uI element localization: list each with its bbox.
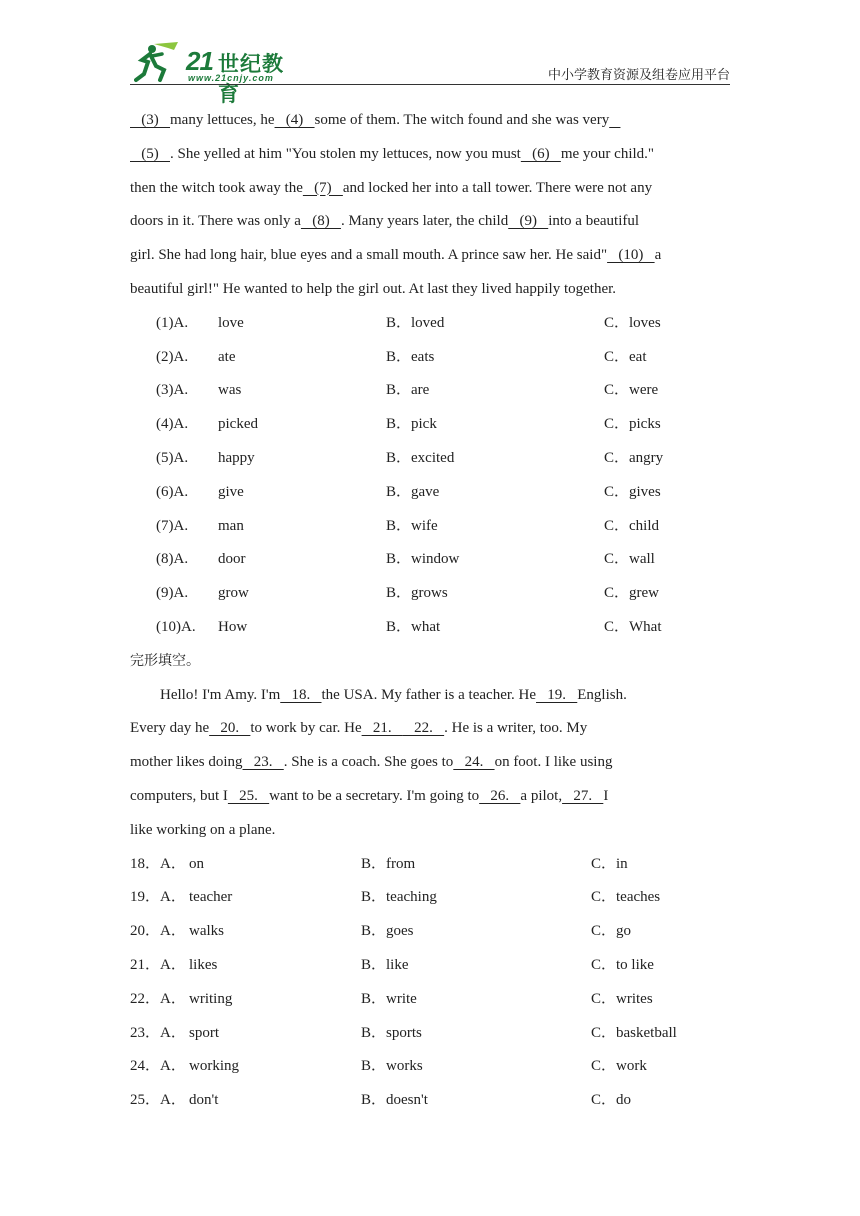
blank-7: (7) xyxy=(302,179,343,196)
text: I xyxy=(603,787,609,804)
option-b: B．grows xyxy=(386,585,448,602)
passage-1-line-5 xyxy=(130,239,730,273)
option-a: ate xyxy=(218,348,236,365)
question-row xyxy=(130,848,730,882)
blank-27: 27. xyxy=(562,787,604,804)
option-b: B．sports xyxy=(361,1024,422,1041)
option-a: teacher xyxy=(189,889,233,906)
question-number: (1)A. xyxy=(156,314,189,331)
text: . She yelled at him "You stolen my lettuces, now you must xyxy=(170,145,521,162)
option-c: C．go xyxy=(591,923,632,940)
option-b: B．eats xyxy=(386,348,435,365)
option-c: C．basketball xyxy=(591,1024,677,1041)
question-row xyxy=(130,341,730,375)
option-c: C．What xyxy=(604,618,662,635)
text: the USA. My father is a teacher. He xyxy=(321,686,537,703)
passage-1-line-6: beautiful girl!" He wanted to help the girl out. At last they lived happily together. xyxy=(130,280,617,297)
question-number: (2)A. xyxy=(156,348,189,365)
text: doors in it. There was only a xyxy=(130,213,301,230)
question-row xyxy=(130,1050,730,1084)
passage-1-line-3 xyxy=(130,172,730,206)
question-number: (4)A. xyxy=(156,416,189,433)
blank-21: 21. xyxy=(361,720,403,737)
option-a: working xyxy=(189,1058,239,1075)
question-row xyxy=(130,915,730,949)
question-row xyxy=(130,543,730,577)
blank-18: 18. xyxy=(280,686,322,703)
option-c: C．teaches xyxy=(591,889,661,906)
option-c: C．gives xyxy=(604,483,661,500)
text: English. xyxy=(577,686,627,703)
question-number: 18．A． xyxy=(130,855,186,872)
blank-8: (8) xyxy=(300,213,341,230)
option-a: sport xyxy=(189,1024,219,1041)
text: . She is a coach. She goes to xyxy=(283,754,454,771)
text: and locked her into a tall tower. There were not any xyxy=(342,179,653,196)
option-c: C．angry xyxy=(604,449,664,466)
option-c: C．work xyxy=(591,1058,647,1075)
text: into a beautiful xyxy=(548,213,640,230)
text: Every day he xyxy=(130,720,210,737)
option-a: door xyxy=(218,551,246,568)
option-c: C．picks xyxy=(604,416,661,433)
option-c: C．child xyxy=(604,517,659,534)
option-a: was xyxy=(218,382,242,399)
passage-2 xyxy=(130,679,730,848)
text: want to be a secretary. I'm going to xyxy=(269,787,480,804)
logo-url: www.21cnjy.com xyxy=(188,73,274,83)
option-b: B．write xyxy=(361,990,417,1007)
text: to work by car. He xyxy=(250,720,362,737)
option-c: C．to like xyxy=(591,956,654,973)
question-row xyxy=(130,1084,730,1118)
option-a: love xyxy=(218,314,244,331)
blank-3: (3) xyxy=(130,112,170,128)
passage-2-line-1 xyxy=(130,679,730,713)
question-list-1 xyxy=(130,307,730,645)
text: . He is a writer, too. My xyxy=(444,720,588,737)
blank-19: 19. xyxy=(536,686,578,703)
question-number: (8)A. xyxy=(156,551,189,568)
blank-trailing xyxy=(609,112,620,128)
blank-10: (10) xyxy=(607,247,655,264)
option-a: on xyxy=(189,855,204,872)
text: computers, but I xyxy=(130,787,228,804)
option-b: B．are xyxy=(386,382,430,399)
site-logo xyxy=(134,40,304,106)
option-b: B．works xyxy=(361,1058,423,1075)
text: on foot. I like using xyxy=(494,754,613,771)
option-c: C．loves xyxy=(604,314,661,331)
header-divider xyxy=(130,84,730,85)
passage-1-line-2 xyxy=(130,138,730,172)
question-row xyxy=(130,408,730,442)
question-row xyxy=(130,1017,730,1051)
option-a: walks xyxy=(189,923,224,940)
question-number: 21．A． xyxy=(130,956,186,973)
question-number: 24．A． xyxy=(130,1058,186,1075)
text: then the witch took away the xyxy=(130,179,303,196)
blank-25: 25. xyxy=(227,787,270,804)
blank-5: (5) xyxy=(130,145,170,162)
blank-4: (4) xyxy=(274,112,315,128)
question-number: (7)A. xyxy=(156,517,189,534)
blank-9: (9) xyxy=(508,213,549,230)
option-b: B．from xyxy=(361,855,416,872)
option-a: happy xyxy=(218,449,255,466)
option-c: C．do xyxy=(591,1092,632,1109)
question-row xyxy=(130,949,730,983)
option-b: B．excited xyxy=(386,449,455,466)
question-number: 22．A． xyxy=(130,990,186,1007)
document-body xyxy=(130,104,730,1118)
question-row xyxy=(130,983,730,1017)
text: a pilot, xyxy=(520,787,563,804)
option-a: grow xyxy=(218,585,249,602)
passage-2-line-4 xyxy=(130,780,730,814)
blank-26: 26. xyxy=(479,787,521,804)
option-b: B．like xyxy=(361,956,409,973)
question-row xyxy=(130,307,730,341)
option-b: B．teaching xyxy=(361,889,437,906)
option-c: C．writes xyxy=(591,990,653,1007)
passage-2-line-3 xyxy=(130,746,730,780)
passage-1-line-4 xyxy=(130,205,730,239)
question-row xyxy=(130,510,730,544)
text: me your child." xyxy=(560,145,655,162)
option-c: C．were xyxy=(604,382,659,399)
option-b: B．doesn't xyxy=(361,1092,428,1109)
option-a: give xyxy=(218,483,244,500)
text: a xyxy=(654,247,662,264)
logo-number: 21 xyxy=(186,46,213,76)
question-number: (10)A. xyxy=(156,618,196,635)
passage-1-line-1 xyxy=(130,104,730,138)
option-b: B．window xyxy=(386,551,460,568)
text: girl. She had long hair, blue eyes and a small mouth. A prince saw her. He said" xyxy=(130,247,608,264)
question-row xyxy=(130,476,730,510)
blank-23: 23. xyxy=(242,754,284,771)
text: Hello! I'm Amy. I'm xyxy=(160,686,281,703)
blank-6: (6) xyxy=(520,145,561,162)
option-b: B．loved xyxy=(386,314,445,331)
option-c: C．eat xyxy=(604,348,647,365)
option-b: B．pick xyxy=(386,416,437,433)
option-b: B．what xyxy=(386,618,441,635)
text: some of them. The witch found and she was very xyxy=(314,112,610,128)
logo-text: 世纪教育 xyxy=(218,52,284,106)
option-a: picked xyxy=(218,416,258,433)
passage-2-line-2 xyxy=(130,712,730,746)
option-b: B．gave xyxy=(386,483,440,500)
text: many lettuces, he xyxy=(170,112,275,128)
question-number: (5)A. xyxy=(156,449,189,466)
question-number: (3)A. xyxy=(156,382,189,399)
question-number: 19．A． xyxy=(130,889,186,906)
question-number: 25．A． xyxy=(130,1092,186,1109)
option-a: likes xyxy=(189,956,218,973)
platform-name: 中小学教育资源及组卷应用平台 xyxy=(547,68,730,83)
question-number: 20．A． xyxy=(130,923,186,940)
question-row xyxy=(130,374,730,408)
question-row xyxy=(130,611,730,645)
option-a: writing xyxy=(189,990,233,1007)
option-c: C．grew xyxy=(604,585,659,602)
passage-2-line-5: like working on a plane. xyxy=(130,821,276,838)
blank-24: 24. xyxy=(453,754,495,771)
blank-22: 22. xyxy=(402,720,445,737)
question-row xyxy=(130,577,730,611)
option-b: B．goes xyxy=(361,923,414,940)
text: . Many years later, the child xyxy=(340,213,509,230)
question-number: (9)A. xyxy=(156,585,189,602)
question-row xyxy=(130,881,730,915)
question-list-2 xyxy=(130,848,730,1118)
option-c: C．wall xyxy=(604,551,655,568)
page-header xyxy=(130,38,730,106)
runner-icon xyxy=(134,40,190,84)
option-a: don't xyxy=(189,1092,219,1109)
section-title: 完形填空。 xyxy=(130,652,200,669)
option-a: How xyxy=(218,618,248,635)
blank-20: 20. xyxy=(209,720,251,737)
option-a: man xyxy=(218,517,244,534)
text: mother likes doing xyxy=(130,754,243,771)
passage-1 xyxy=(130,104,730,307)
option-b: B．wife xyxy=(386,517,438,534)
question-number: (6)A. xyxy=(156,483,189,500)
option-c: C．in xyxy=(591,855,628,872)
question-number: 23．A． xyxy=(130,1024,186,1041)
question-row xyxy=(130,442,730,476)
